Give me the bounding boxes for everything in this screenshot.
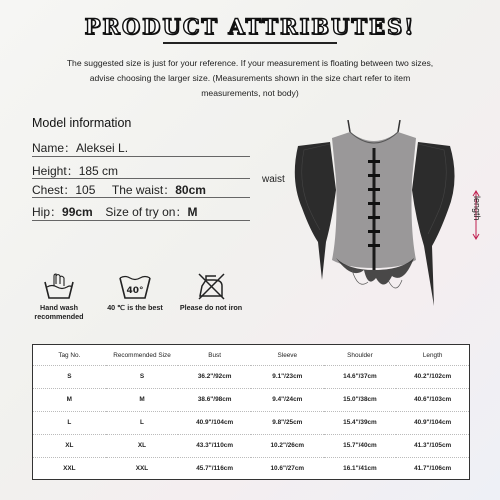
table-header-row [33,345,469,366]
hip-label: Hip： [32,205,63,219]
table-cell: L [33,411,106,434]
table-cell: 9.8"/25cm [251,411,324,434]
hand-wash-icon [32,272,86,300]
intro-line-2: advise choosing the larger size. (Measurements shown in the size chart refer to item [89,73,411,83]
divider [32,156,250,157]
length-label: length [472,196,482,221]
model-name-row [32,139,128,156]
column-header: Recommended Size [106,345,179,366]
table-cell: S [106,366,179,389]
divider [32,220,250,221]
table-cell: 9.4"/24cm [251,388,324,411]
table-cell: S [33,366,106,389]
table-row [33,411,469,434]
table-cell: 38.6"/98cm [178,388,251,411]
tryon-label: Size of try on： [105,205,188,219]
waist-value: 80cm [175,183,206,197]
column-header: Shoulder [324,345,397,366]
temperature-text: 40 ℃ is the best [107,303,163,312]
page-title: PRODUCT ATTRIBUTES! [84,14,416,39]
table-cell: 36.2"/92cm [178,366,251,389]
care-hand-wash [32,272,86,321]
hand-wash-text-2: recommended [34,312,84,321]
table-cell: 15.4"/39cm [324,411,397,434]
table-cell: 9.1"/23cm [251,366,324,389]
height-label: Height： [32,164,79,178]
intro-line-3: measurements, not body) [201,88,299,98]
column-header: Tag No. [33,345,106,366]
model-info-heading: Model information [32,116,132,130]
table-cell: XL [33,434,106,457]
size-chart-table [32,344,470,480]
table-cell: 40.9"/104cm [396,411,469,434]
no-iron-text: Please do not iron [179,303,243,312]
divider [32,178,250,179]
wash-temperature-icon [100,272,170,300]
model-hip-tryon-row [32,203,197,220]
garment-illustration [292,120,462,325]
hand-wash-text-1: Hand wash [40,303,78,312]
table-cell: M [33,388,106,411]
table-cell: 40.2"/102cm [396,366,469,389]
waist-label: waist [262,174,285,185]
height-value: 185 cm [78,164,119,178]
title-underline [163,42,337,44]
model-chest-waist-row [32,181,206,198]
chest-value: 105 [75,183,96,197]
table-cell: L [106,411,179,434]
table-cell: XL [106,434,179,457]
table-cell: XXL [63,464,76,472]
model-height-row [32,162,118,179]
column-header: Length [396,345,469,366]
care-temperature [100,272,170,312]
table-cell: 41.3"/105cm [396,434,469,457]
table-cell: M [106,388,179,411]
size-advice-text [20,56,480,101]
table-cell: 10.2"/26cm [251,434,324,457]
temperature-value: 40° [126,286,144,296]
tryon-value: M [187,205,198,219]
table-cell: XXL [135,464,149,472]
name-label: Name： [32,141,77,155]
name-value: Aleksei L. [76,141,129,155]
table-cell: 10.6"/27cm [270,464,305,472]
care-no-iron [176,272,246,312]
divider [32,197,250,198]
waist-label: The waist： [111,183,176,197]
table-cell: 15.0"/38cm [324,388,397,411]
table-row [33,366,469,389]
table-cell: 15.7"/40cm [324,434,397,457]
table-cell: 40.6"/103cm [396,388,469,411]
table-cell: 14.6"/37cm [324,366,397,389]
table-cell: 45.7"/116cm [196,464,234,472]
table-cell: 40.9"/104cm [178,411,251,434]
table-cell: 16.1"/41cm [343,464,377,472]
table-cell: 43.3"/110cm [178,434,251,457]
chest-label: Chest： [32,183,76,197]
no-iron-icon [176,272,246,300]
table-row [33,388,469,411]
table-row [33,434,469,457]
column-header: Sleeve [251,345,324,366]
table-cell: 41.7"/106cm [414,464,452,472]
hip-value: 99cm [62,205,93,219]
table-row [33,457,469,479]
column-header: Bust [178,345,251,366]
intro-line-1: The suggested size is just for your reference. If your measurement is floating between two sizes, [66,58,434,68]
